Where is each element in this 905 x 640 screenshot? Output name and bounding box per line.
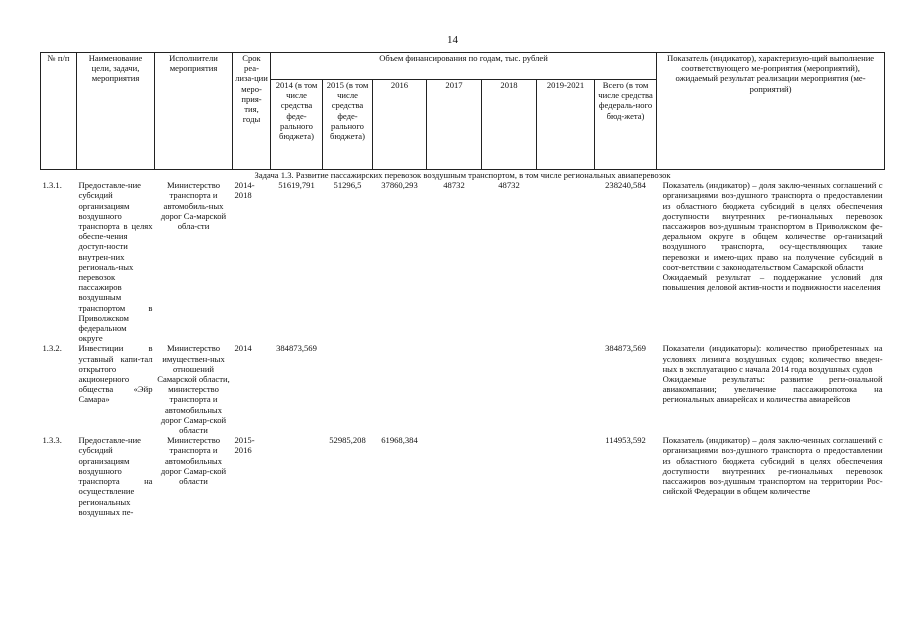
table-row [41, 180, 885, 343]
row-indicator: Показатели (индикаторы): количество приобретенных на условиях лизинга воздушных судов; количество введен-ных в эксплуатацию с начала 2014 года воздушных судов [662, 343, 883, 374]
row-name: Инвестиции в уставный капи-тал открытого акционерного общества «Эйр Самара» [78, 343, 153, 405]
row-value-2017 [427, 343, 482, 435]
row-value-total: 238240,584 [605, 180, 646, 191]
header-year-2018: 2018 [482, 80, 537, 170]
row-value-total: 384873,569 [605, 343, 646, 354]
header-name: Наименование цели, задачи, мероприятия [77, 53, 155, 170]
row-value-2015: 52985,208 [329, 435, 366, 446]
header-funding: Объем финансирования по годам, тыс. рублей [271, 53, 657, 80]
row-name: Предоставле-ние субсидий организациям воздушного транспорта в целях обеспе-чения доступ-ности внутрен-них региональ-ных перевозок пассажиров воздушным транспортом в Приволжском федеральном округе [78, 180, 153, 344]
row-value-2016: 37860,293 [381, 180, 418, 191]
row-value-2014: 384873,569 [276, 343, 317, 354]
row-value-2017: 48732 [443, 180, 465, 191]
row-value-2016 [373, 343, 427, 435]
row-term: 2015-2016 [234, 435, 255, 456]
row-num: 1.3.2. [42, 343, 62, 354]
header-year-2017: 2017 [427, 80, 482, 170]
page-number: 14 [447, 34, 458, 46]
table-row [41, 343, 885, 435]
row-value-2015: 51296,5 [333, 180, 362, 191]
header-total: Всего (в том числе средства федераль-ного бюд-жета) [595, 80, 657, 170]
row-num: 1.3.1. [42, 180, 62, 191]
row-value-2016: 61968,384 [381, 435, 418, 446]
header-term: Срок реа-лиза-ции меро-прия-тия, годы [233, 53, 271, 170]
row-value-2018: 48732 [498, 180, 520, 191]
task-title: Задача 1.3. Развитие пассажирских перевозок воздушным транспортом, в том числе региональных авиаперевозок [254, 170, 671, 180]
row-indicator: Показатель (индикатор) – доля заклю-ченных соглашений с организациями воз-душного транспорта о предоставлении из областного бюджета субсидий в целях обеспечения доступности внутренних ре-гиональных перевозок пассажиров воз-душным транспортом в Приволжском фе-деральном округе в общем количестве ор-ганизаций воздушного транспорта, осу-ществляющих такие перевозки и имею-щих право на получение субсидий в соот-ветствии с законодательством Самарской области [662, 180, 883, 272]
row-value-2019-2021 [537, 343, 595, 435]
row-value-2014: 51619,791 [278, 180, 315, 191]
row-value-2015 [323, 343, 373, 435]
table-row [41, 435, 885, 517]
header-year-2019-2021: 2019-2021 [537, 80, 595, 170]
header-year-2016: 2016 [373, 80, 427, 170]
header-year-2014: 2014 (в том числе средства феде-рального бюджета) [271, 80, 323, 170]
row-term: 2014-2018 [234, 180, 255, 201]
row-value-2019-2021 [537, 435, 595, 517]
row-executor: Министерство транспорта и автомобиль-ных дорог Са-марской обла-сти [160, 180, 227, 232]
row-value-total: 114953,592 [605, 435, 646, 446]
header-num: № п/п [41, 53, 77, 170]
header-indicator: Показатель (индикатор), характеризую-щий выполнение соответствующего ме-роприятия (мероприятий), ожидаемый результат реализации мероприятия (ме-роприятий) [657, 53, 885, 170]
row-value-2017 [427, 435, 482, 517]
row-term: 2014 [234, 343, 252, 354]
row-result: Ожидаемые результаты: развитие реги-ональной авиакомпании; увеличение пассажиропотока на региональных авиарейсах и количества авиарейсов [662, 374, 883, 405]
row-indicator: Показатель (индикатор) – доля заклю-ченных соглашений с организациями воз-душного транспорта о предоставлении из областного бюджета субсидий в целях обеспечения доступности внутренних ре-гиональных перевозок пассажиров воз-душным транспортом на территории Рос-сийской Федерации в общем количестве [662, 435, 883, 497]
row-value-2018 [482, 343, 537, 435]
row-executor: Министерство имуществен-ных отношений Самарской области, министерство транспорта и автомобильных дорог Самар-ской области [157, 343, 230, 436]
row-value-2014 [271, 435, 323, 517]
row-value-2019-2021 [537, 180, 595, 343]
program-table [40, 52, 885, 517]
header-year-2015: 2015 (в том числе средства феде-рального бюджета) [323, 80, 373, 170]
row-executor: Министерство транспорта и автомобильных дорог Самар-ской области [160, 435, 227, 487]
row-value-2018 [482, 435, 537, 517]
header-executor: Исполнители мероприятия [155, 53, 233, 170]
row-num: 1.3.3. [42, 435, 62, 446]
row-result: Ожидаемый результат – поддержание условий для повышения деловой актив-ности и подвижности населения [662, 272, 883, 293]
row-name: Предоставле-ние субсидий организациям воздушного транспорта на осуществление региональных воздушных пе- [78, 435, 153, 517]
